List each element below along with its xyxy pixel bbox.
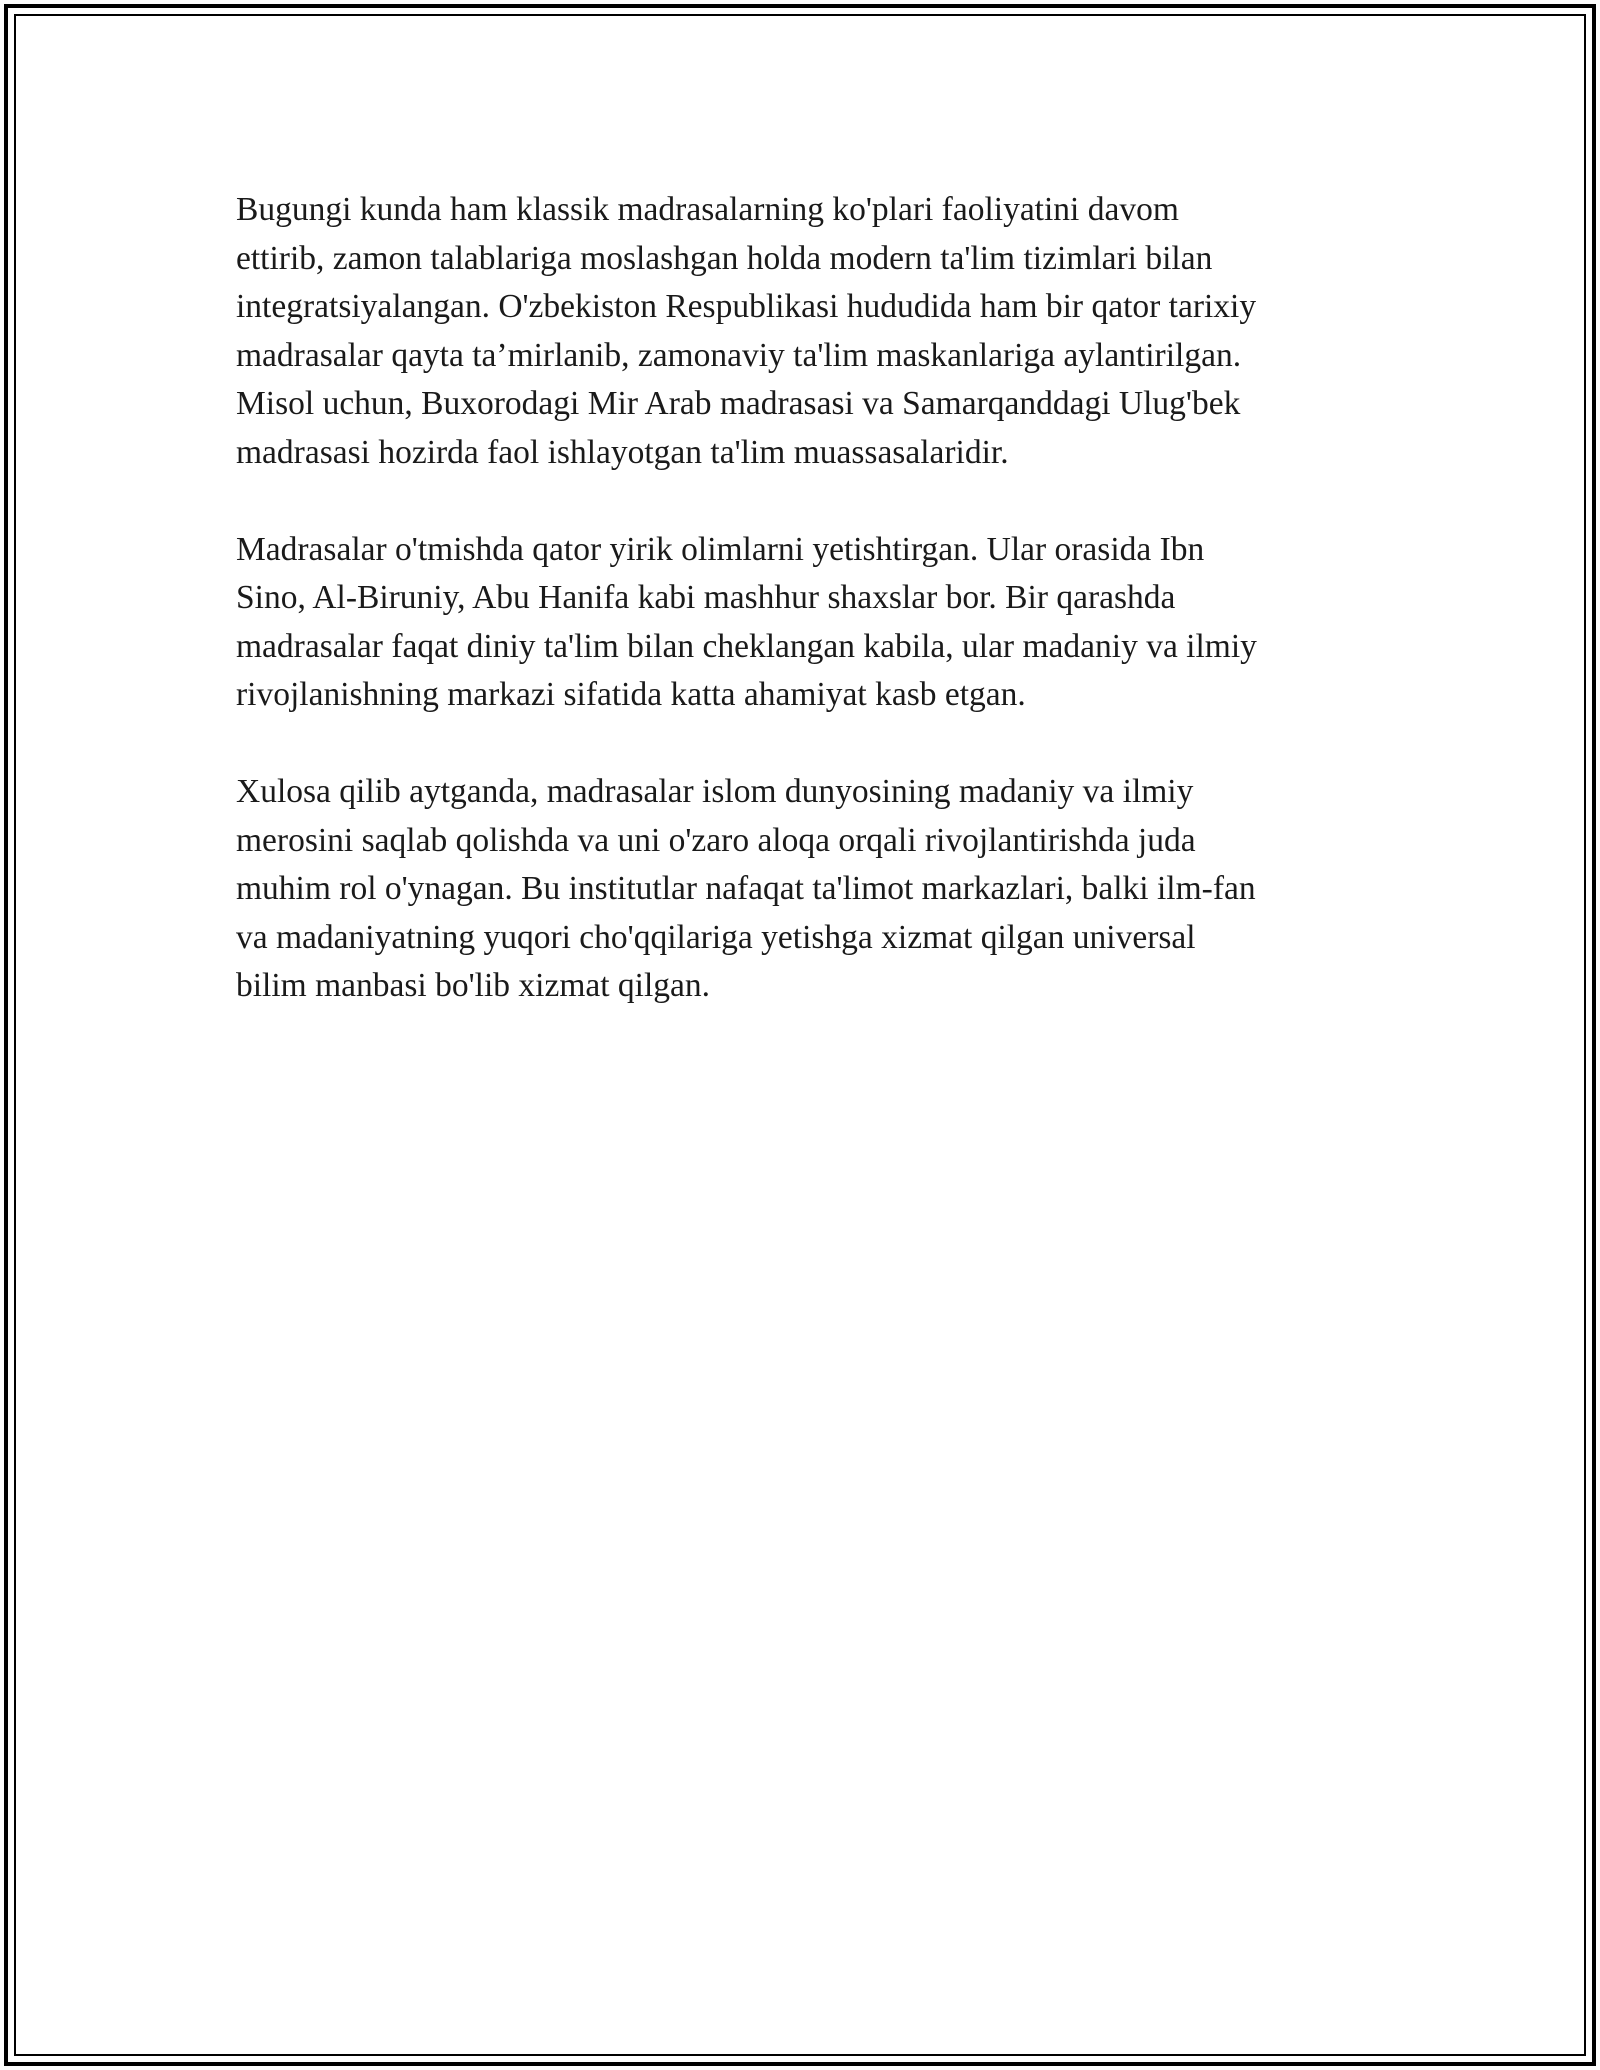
paragraph-3: Xulosa qilib aytganda, madrasalar islom dunyosining madaniy va ilmiy merosini saqlab qolishda va uni o'zaro aloqa orqali rivojlantirishda juda muhim rol o'ynagan. Bu institutlar nafaqat ta'limot markazlari, balki ilm-fan va madaniyatning yuqori cho'qqilariga yetishga xizmat qilgan universal bilim manbasi bo'lib xizmat qilgan.: [236, 773, 1256, 1004]
paragraph-1: Bugungi kunda ham klassik madrasalarning ko'plari faoliyatini davom ettirib, zamon talablariga moslashgan holda modern ta'lim tizimlari bilan integratsiyalangan. O'zbekiston Respublikasi hududida ham bir qator tarixiy madrasalar qayta ta’mirlanib, zamonaviy ta'lim maskanlariga aylantirilgan. Misol uchun, Buxorodagi Mir Arab madrasasi va Samarqanddagi Ulug'bek madrasasi hozirda faol ishlayotgan ta'lim muassasalaridir.: [236, 191, 1257, 471]
document-body: [236, 186, 1366, 1059]
paragraph-2: Madrasalar o'tmishda qator yirik olimlarni yetishtirgan. Ular orasida Ibn Sino, Al-Biruniy, Abu Hanifa kabi mashhur shaxslar bor. Bir qarashda madrasalar faqat diniy ta'lim bilan cheklangan kabila, ular madaniy va ilmiy rivojlanishning markazi sifatida katta ahamiyat kasb etgan.: [236, 530, 1257, 713]
